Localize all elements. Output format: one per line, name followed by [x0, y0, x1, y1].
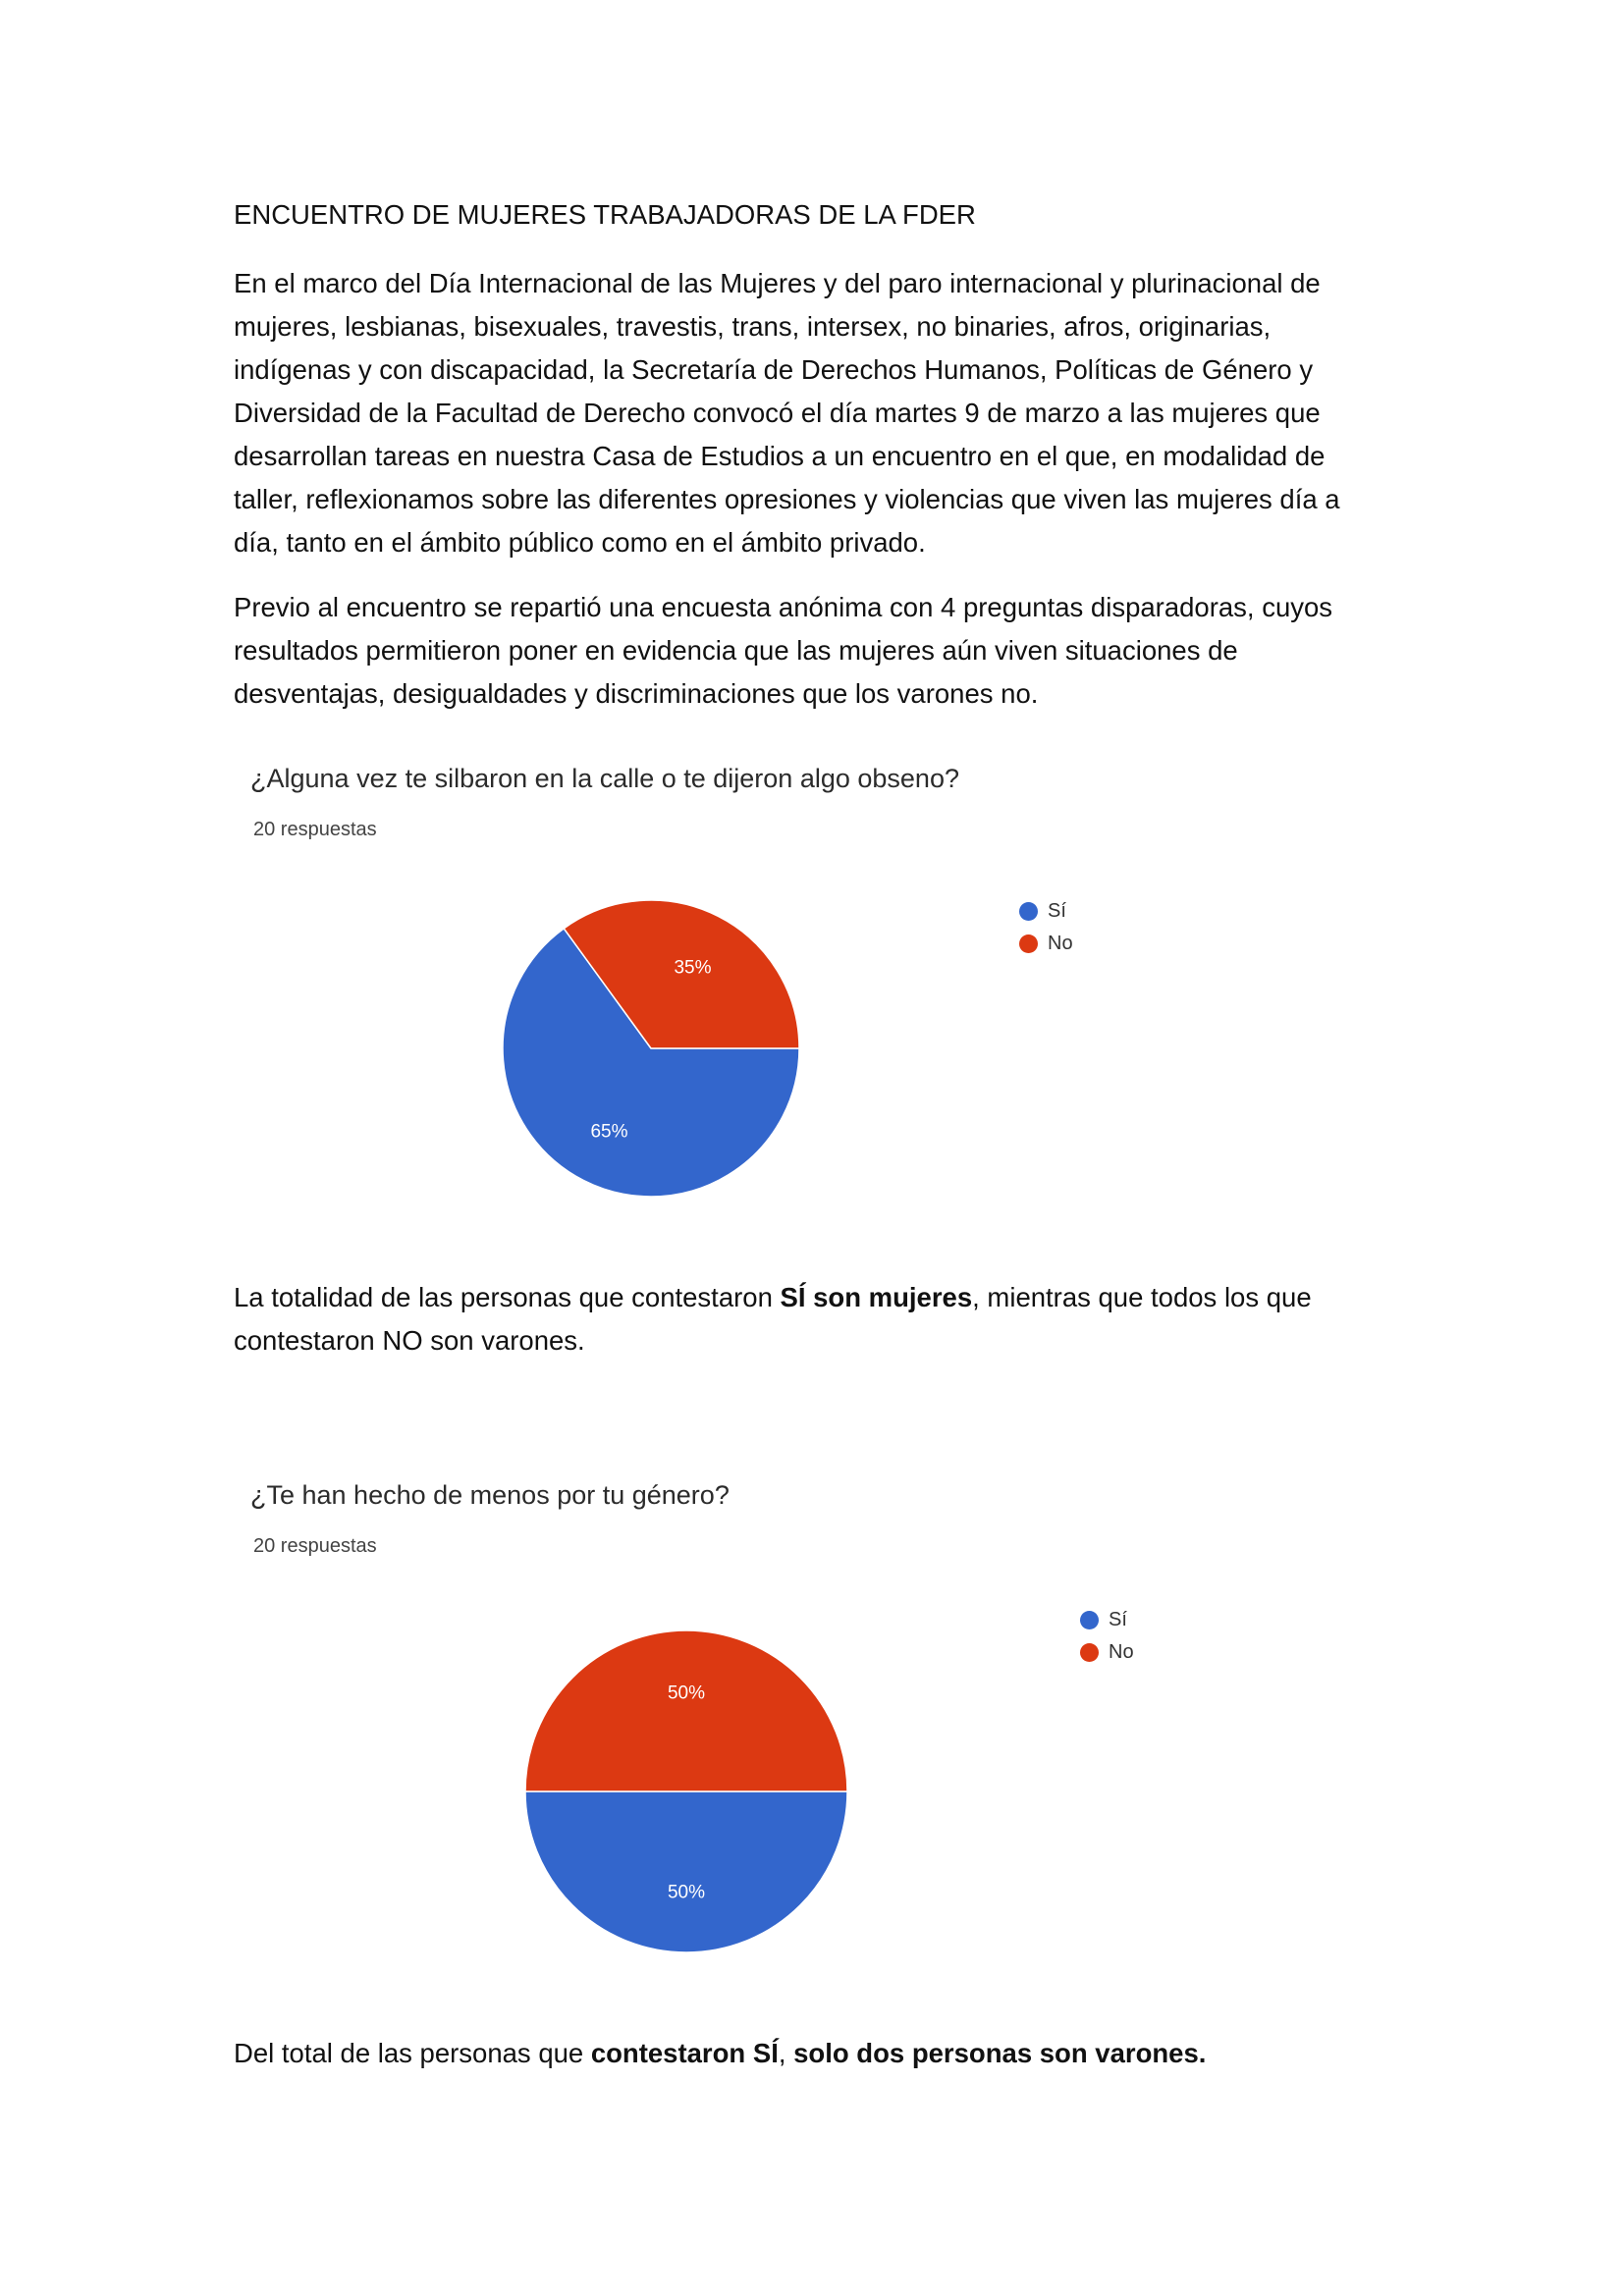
chart-title: ¿Te han hecho de menos por tu género? [250, 1480, 730, 1510]
legend-dot-no [1019, 934, 1038, 953]
pie-label-no: 35% [674, 957, 712, 979]
legend-label-no: No [1048, 933, 1073, 954]
pie-chart [234, 756, 1216, 1247]
chart-legend [1019, 895, 1073, 960]
survey-paragraph: Previo al encuentro se repartió una encuesta anónima con 4 preguntas disparadoras, cuyos resultados permitieron poner en evidencia que las mujeres aún viven situaciones de desventajas, desigualdades y discriminaciones que los varones no. [234, 592, 1333, 709]
pie-label-si: 65% [590, 1121, 628, 1143]
note2-bold: contestaron SÍ [590, 2038, 779, 2068]
note1-text: La totalidad de las personas que contestaron [234, 1282, 781, 1312]
document-title: ENCUENTRO DE MUJERES TRABAJADORAS DE LA FDER [234, 199, 976, 230]
pie-label-si: 50% [667, 1882, 706, 1903]
chart-response-count: 20 respuestas [253, 1535, 377, 1557]
note2-bold-end: solo dos personas son varones. [793, 2038, 1207, 2068]
note2-text: Del total de las personas que [234, 2038, 591, 2068]
chart-silbaron [234, 756, 1216, 1247]
pie-slice-si [525, 1791, 847, 1952]
legend-label-si: Sí [1048, 900, 1066, 922]
legend-dot-si [1019, 902, 1038, 921]
note1-bold: SÍ son mujeres [780, 1282, 973, 1312]
legend-item-no [1080, 1636, 1134, 1669]
legend-label-no: No [1109, 1641, 1134, 1663]
chart-genero [234, 1472, 1216, 1983]
intro-paragraph: En el marco del Día Internacional de las Mujeres y del paro internacional y plurinacional de mujeres, lesbianas, bisexuales, travestis, trans, intersex, no binaries, afros, originarias, indígenas y con discapacidad, la Secretaría de Derechos Humanos, Políticas de Género y Diversidad de la Facultad de Derecho convocó el día martes 9 de marzo a las mujeres que desarrollan tareas en nuestra Casa de Estudios a un encuentro en el que, en modalidad de taller, reflexionamos sobre las diferentes opresiones y violencias que viven las mujeres día a día, tanto en el ámbito público como en el ámbito privado. [234, 268, 1340, 558]
note2-comma: , [778, 2038, 794, 2068]
legend-item-no [1019, 928, 1073, 960]
chart-title: ¿Alguna vez te silbaron en la calle o te dijeron algo obseno? [250, 764, 959, 793]
note1-text-end: , mientras que todos los que contestaron NO son varones. [234, 1282, 1312, 1356]
legend-item-si [1080, 1604, 1134, 1636]
legend-dot-no [1080, 1643, 1099, 1662]
result-note-1 [234, 1276, 1392, 1362]
pie-chart [234, 1472, 1216, 1983]
pie-label-no: 50% [667, 1682, 706, 1704]
legend-label-si: Sí [1109, 1609, 1127, 1630]
result-note-2 [234, 2032, 1392, 2075]
chart-legend [1080, 1604, 1134, 1669]
pie-slice-no [525, 1630, 847, 1791]
legend-item-si [1019, 895, 1073, 928]
chart-response-count: 20 respuestas [253, 819, 377, 840]
legend-dot-si [1080, 1611, 1099, 1629]
